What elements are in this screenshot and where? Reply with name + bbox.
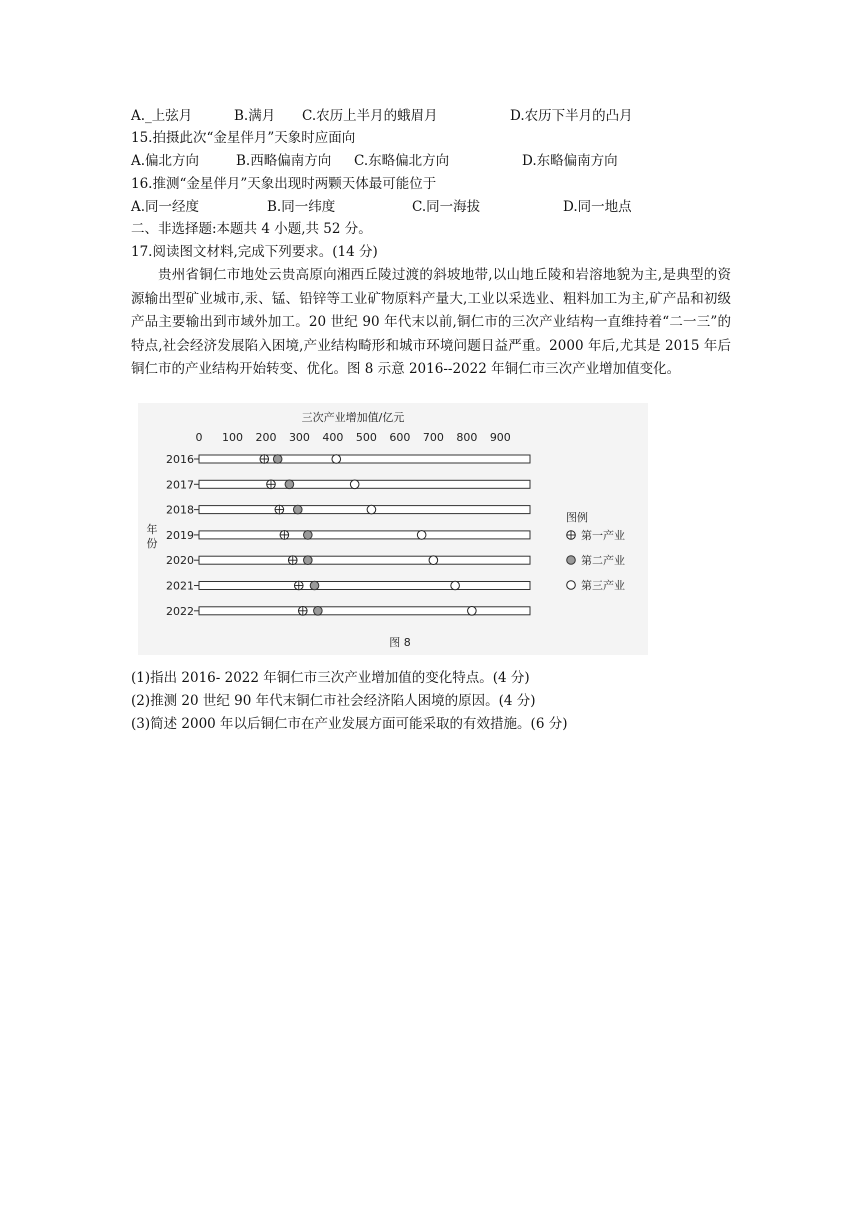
x-tick-label: 500 bbox=[355, 431, 377, 444]
year-tick-label: 2020 bbox=[166, 554, 194, 568]
x-tick-label: 400 bbox=[322, 431, 344, 444]
q16-option-b: B.同一纬度 bbox=[267, 199, 336, 215]
year-bar bbox=[199, 455, 530, 463]
secondary-industry-point bbox=[314, 607, 323, 616]
x-tick-label: 200 bbox=[255, 431, 277, 444]
year-bar bbox=[199, 607, 530, 615]
year-tick-label: 2017 bbox=[166, 478, 194, 492]
legend-title: 图例 bbox=[566, 511, 588, 524]
chart-svg bbox=[138, 403, 648, 655]
legend-secondary-industry-label: 第二产业 bbox=[581, 554, 625, 567]
secondary-industry-point bbox=[304, 556, 313, 565]
tertiary-industry-point bbox=[429, 556, 438, 565]
q17-sub1: (1)指出 2016- 2022 年铜仁市三次产业增加值的变化特点。(4 分) bbox=[131, 670, 530, 686]
x-tick-label: 900 bbox=[489, 431, 511, 444]
legend-primary-industry-label: 第一产业 bbox=[581, 529, 625, 542]
x-tick-label: 300 bbox=[288, 431, 310, 444]
figure-8-chart bbox=[138, 403, 648, 655]
q16-option-d: D.同一地点 bbox=[563, 199, 632, 215]
year-tick-label: 2019 bbox=[166, 528, 194, 542]
tertiary-industry-point bbox=[367, 505, 376, 514]
year-tick-label: 2022 bbox=[166, 604, 194, 618]
year-tick-label: 2018 bbox=[166, 503, 194, 517]
tertiary-industry-point bbox=[417, 531, 426, 540]
q15-option-a: A.偏北方向 bbox=[131, 153, 200, 169]
q15-option-b: B.西略偏南方向 bbox=[236, 153, 332, 169]
y-axis-label: 年 bbox=[146, 523, 158, 536]
q17-sub2: (2)推测 20 世纪 90 年代末铜仁市社会经济陷人困境的原因。(4 分) bbox=[131, 693, 536, 709]
figure-caption: 图 8 bbox=[389, 636, 411, 649]
q17-stem: 17.阅读图文材料,完成下列要求。(14 分) bbox=[131, 244, 378, 260]
secondary-industry-point bbox=[304, 531, 313, 540]
prev-option-d: D.农历下半月的凸月 bbox=[510, 108, 633, 124]
q15-option-d: D.东略偏南方向 bbox=[522, 153, 618, 169]
prev-option-b: B.满月 bbox=[234, 108, 276, 124]
tertiary-industry-point bbox=[350, 480, 359, 489]
section-heading: 二、非选择题:本题共 4 小题,共 52 分。 bbox=[131, 221, 372, 237]
q15-option-c: C.东略偏北方向 bbox=[354, 153, 450, 169]
legend-tertiary-industry-label: 第三产业 bbox=[581, 579, 625, 592]
secondary-industry-point bbox=[273, 455, 282, 464]
prev-option-c: C.农历上半月的蛾眉月 bbox=[302, 108, 438, 124]
x-tick-label: 800 bbox=[456, 431, 478, 444]
q16-option-a: A.同一经度 bbox=[131, 199, 200, 215]
legend-tertiary-industry-marker bbox=[567, 581, 576, 590]
x-tick-label: 0 bbox=[195, 431, 203, 444]
q15-stem: 15.拍摄此次“金星伴月”天象时应面向 bbox=[131, 130, 356, 146]
secondary-industry-point bbox=[310, 581, 319, 590]
tertiary-industry-point bbox=[451, 581, 460, 590]
legend-secondary-industry-marker bbox=[567, 556, 576, 565]
q17-passage: 贵州省铜仁市地处云贵高原向湘西丘陵过渡的斜坡地带,以山地丘陵和岩溶地貌为主,是典型的资源输出型矿业城市,汞、锰、铅锌等工业矿物原料产量大,工业以采选业、粗料加工为主,矿产品和初级产品主要输出到市域外加工。20 世纪 90 年代末以前,铜仁市的三次产业结构一直维持着“二一三”的特点,社会经济发展陷入困境,产业结构畸形和城市环境问题日益严重。2000 年后,尤其是 2015 年后铜仁市的产业结构开始转变、优化。图 8 示意 2016--2022 年铜仁市三次产业增加值变化。 bbox=[131, 267, 731, 377]
y-axis-label: 份 bbox=[146, 537, 158, 550]
secondary-industry-point bbox=[293, 505, 302, 514]
prev-option-a: A._上弦月 bbox=[131, 108, 193, 124]
q16-stem: 16.推测“金星伴月”天象出现时两颗天体最可能位于 bbox=[131, 176, 437, 192]
q17-sub3: (3)简述 2000 年以后铜仁市在产业发展方面可能采取的有效措施。(6 分) bbox=[131, 716, 568, 732]
tertiary-industry-point bbox=[332, 455, 341, 464]
x-tick-label: 100 bbox=[221, 431, 243, 444]
x-tick-label: 600 bbox=[389, 431, 411, 444]
q16-option-c: C.同一海拔 bbox=[412, 199, 481, 215]
year-bar bbox=[199, 531, 530, 539]
secondary-industry-point bbox=[285, 480, 294, 489]
x-tick-label: 700 bbox=[422, 431, 444, 444]
year-bar bbox=[199, 582, 530, 590]
year-bar bbox=[199, 506, 530, 514]
tertiary-industry-point bbox=[468, 607, 477, 616]
year-tick-label: 2016 bbox=[166, 453, 194, 466]
year-bar bbox=[199, 480, 530, 488]
chart-title: 三次产业增加值/亿元 bbox=[301, 411, 405, 424]
year-bar bbox=[199, 556, 530, 564]
year-tick-label: 2021 bbox=[166, 579, 194, 593]
